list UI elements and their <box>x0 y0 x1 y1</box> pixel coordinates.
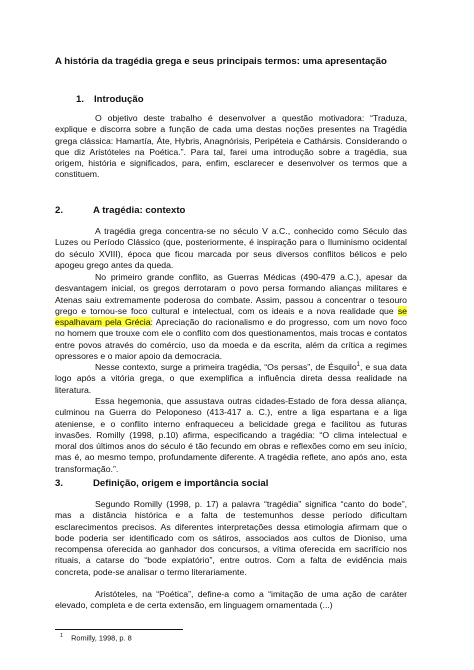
paragraph-text: Nesse contexto, surge a primeira tragédia, “Os persas”, de Ésquilo <box>95 362 357 372</box>
paragraph-text: , e sua data logo após a vitória grega, o que exemplifica a influência direta dessa realidade na literatura. <box>55 362 407 395</box>
section-3-heading <box>55 478 268 489</box>
footnote-separator <box>55 629 183 630</box>
section-2-heading <box>55 205 185 216</box>
footnote-number: 1 <box>60 633 64 639</box>
section-title: A tragédia: contexto <box>93 205 186 216</box>
section-2-paragraph-3 <box>55 362 407 396</box>
section-1-heading <box>76 94 144 105</box>
section-2-paragraph-4: Essa hegemonia, que assustava outras cidades-Estado de fora dessa aliança, culminou na Guerra do Peloponeso (413-417 a. C.), entre a liga espartana e a liga ateniense, e o conflito interno enfraqueceu a belicidade grega e facilitou as futuras invasões. Romilly (1998, p.10) afirma, especificando a tragédia: “O clima intelectual e moral dos últimos anos do século é tão fecundo em obras e reflexões como em seu início, mas é, ao mesmo tempo, profundamente diferente. A tragédia reflete, ano após ano, esta transformação.”. <box>55 396 407 474</box>
section-number: 2. <box>55 205 64 216</box>
section-3-paragraph-1: Segundo Romilly (1998, p. 17) a palavra “tragédia” significa “canto do bode”, mas a distância histórica e a falta de testemunhos desse período dificultam esclarecimentos precisos. As diferentes interpretações dessa etimologia afirmam que o bode poderia ser identificado com os sátiros, associados aos cultos de Dioniso, uma recompensa oferecida ao ganhador dos concursos, a vítima oferecida em sacrifício nos rituais, a catarse do “bode expiatório”, entre outros. Com a falta de evidência mais concreta, pode-se analisar o termo literariamente. <box>55 499 407 577</box>
paragraph-text: No primeiro grande conflito, as Guerras Médicas (490-479 a.C.), apesar da desvantagem inicial, os gregos derrotaram o povo persa formando alianças militares e Atenas saiu extremamente poderosa do combate. Assim, passou a concentrar o tesouro grego e tornou-se foco cultural e intelectual, com os ideais e a nova realidade que <box>55 272 407 316</box>
paragraph-text: : Apreciação do racionalismo e do progresso, com um novo foco no homem que trouxe com ele o conflito com dos questionamentos, mais trocas e contatos entre povos através do comércio, uso da moeda e da escrita, além da crítica a regimes opressores e o maior apoio da democracia. <box>55 317 407 362</box>
section-title: Definição, origem e importância social <box>93 478 269 489</box>
document-title: A história da tragédia grega e seus principais termos: uma apresentação <box>55 56 387 67</box>
footnote <box>60 633 132 642</box>
section-1-paragraph: O objetivo deste trabalho é desenvolver a questão motivadora: “Traduza, explique e discorra sobre a função de cada uma destas noções presentes na Tragédia grega clássica: Hamartía, Áte, Hybris, Anagnórisis, Peripéteia e Cathársis. Considerando o que diz Aristóteles na Poética.”. Para tal, farei uma introdução sobre a tragédia, sua origem, história e significados, para, enfim, esclarecer e desenvolver os termos que a constituem. <box>55 113 407 180</box>
footnote-reference: 1 <box>356 362 360 369</box>
section-3-paragraph-2: Aristóteles, na “Poética”, define-a como a “imitação de uma ação de caráter elevado, completa e de certa extensão, em linguagem ornamentada (...) <box>55 589 407 611</box>
footnote-text: Romilly, 1998, p. 8 <box>71 633 132 643</box>
section-number: 3. <box>55 478 64 489</box>
section-2-paragraph-1: A tragédia grega concentra-se no século V a.C., conhecido como Século das Luzes ou Período Clássico (que, posteriormente, é inspiração para o Iluminismo ocidental do século XVIII), época que ficou marcada por seus diversos conflitos bélicos e pelo apogeu grego antes da queda. <box>55 226 407 270</box>
section-number: 1. <box>76 94 85 105</box>
section-title: Introdução <box>94 94 144 105</box>
highlighted-text: se espalhavam pela Grécia <box>55 305 407 328</box>
section-2-paragraph-2 <box>55 272 407 362</box>
